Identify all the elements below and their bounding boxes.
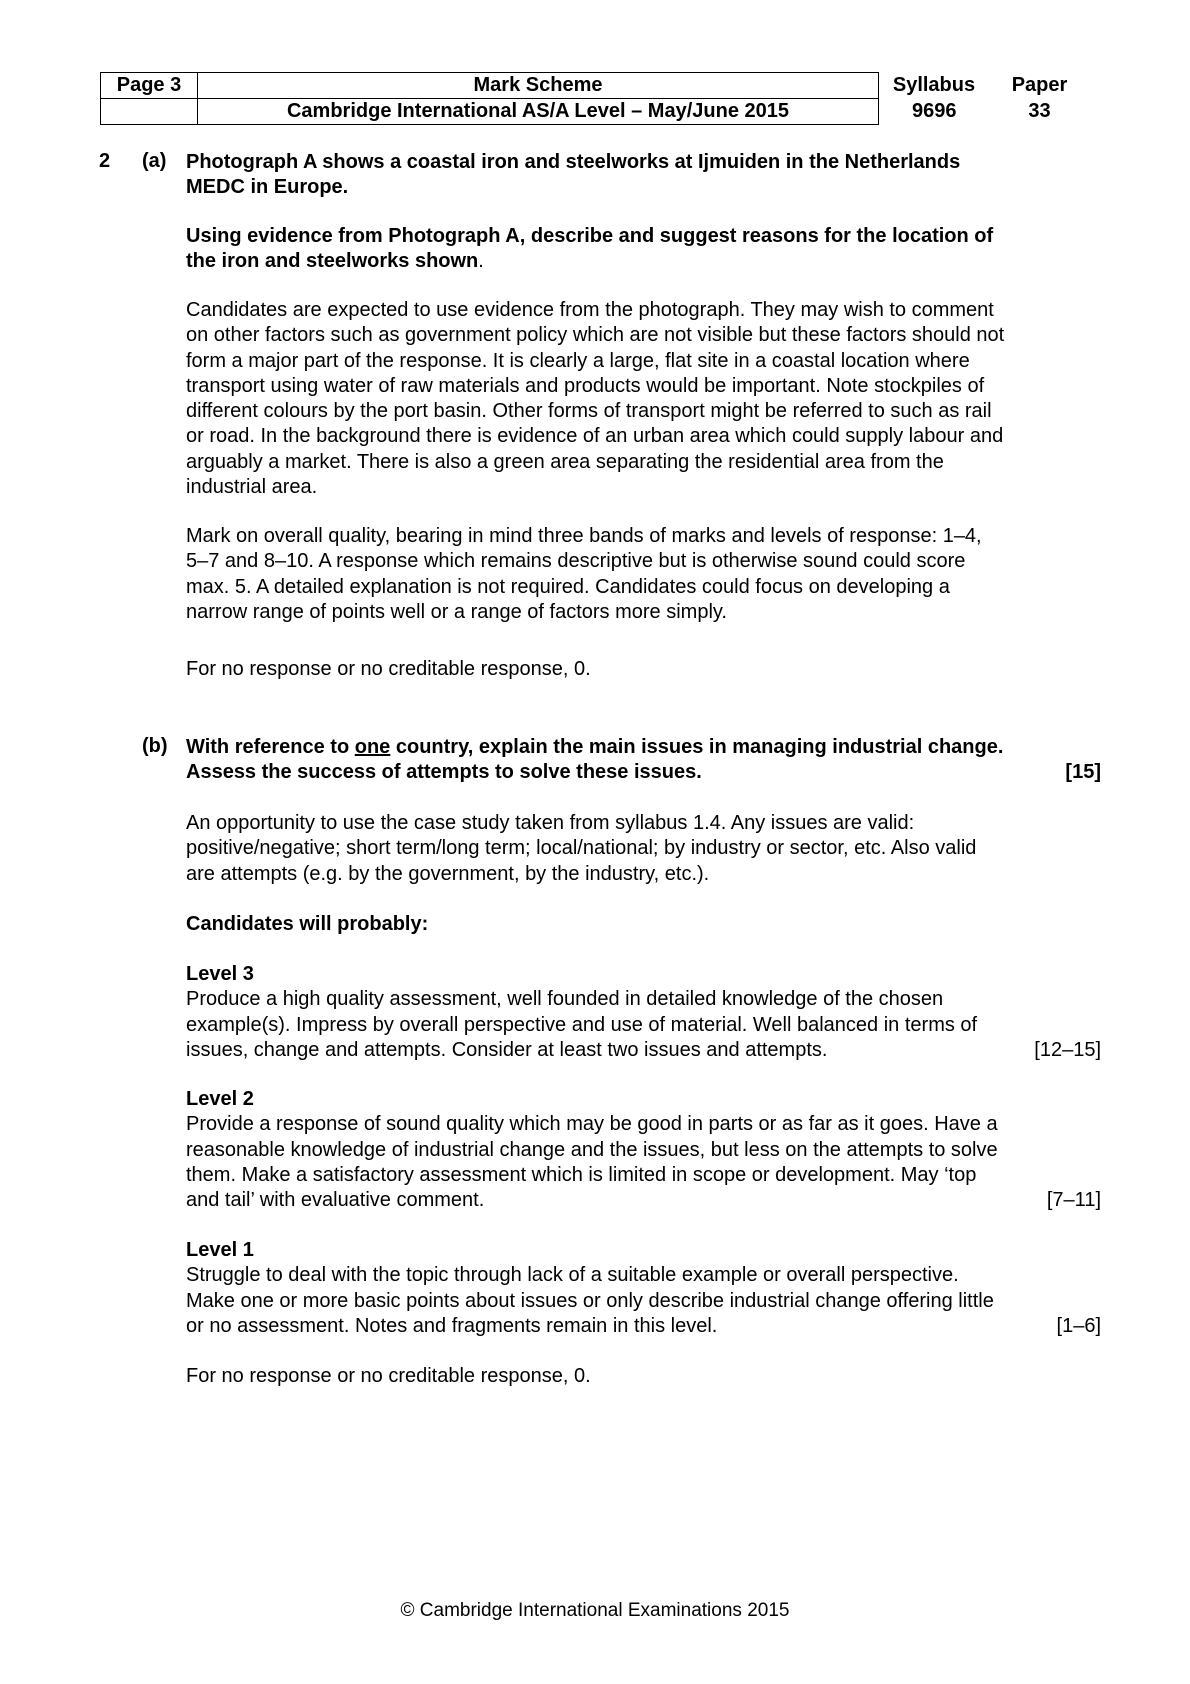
marking-line: narrow range of points well or a range of factors more simply.	[186, 600, 727, 623]
intro-line: positive/negative; short term/long term; local/national; by industry or sector, etc. Also valid	[186, 837, 977, 860]
doc-title: Mark Scheme	[198, 73, 879, 99]
level-range: [7–11]	[1046, 1189, 1101, 1212]
level-title: Level 1	[186, 1239, 254, 1261]
part-a-task-end: .	[478, 250, 484, 273]
part-b-prompt-line: Assess the success of attempts to solve these issues.	[186, 761, 702, 784]
part-a-prompt	[186, 150, 1101, 201]
candidates-heading: Candidates will probably:	[186, 913, 429, 935]
part-a-task	[186, 224, 1101, 275]
marking-line: Mark on overall quality, bearing in mind three bands of marks and levels of response: 1–4,	[186, 525, 982, 547]
part-b-prompt-underlined: one	[354, 736, 391, 758]
level-line: reasonable knowledge of industrial change and the issues, but less on the attempts to solve	[186, 1138, 998, 1161]
level-line: them. Make a satisfactory assessment which is limited in scope or development. May ‘top	[186, 1163, 977, 1186]
part-a-marking	[186, 524, 1101, 625]
guidance-line: or road. In the background there is evidence of an urban area which could supply labour and	[186, 425, 1004, 448]
part-b-label: (b)	[142, 735, 168, 757]
guidance-line: form a major part of the response. It is clearly a large, flat site in a coastal location where	[186, 349, 970, 372]
doc-subtitle: Cambridge International AS/A Level – May/June 2015	[198, 99, 879, 125]
marking-line: 5–7 and 8–10. A response which remains descriptive but is otherwise sound could score	[186, 550, 966, 573]
guidance-line: arguably a market. There is also a green area separating the residential area from the	[186, 450, 944, 473]
level-line: and tail’ with evaluative comment.	[186, 1189, 485, 1212]
marking-line: max. 5. A detailed explanation is not required. Candidates could focus on developing a	[186, 575, 950, 598]
page-number-blank	[101, 99, 198, 125]
guidance-line: transport using water of raw materials and products would be important. Note stockpiles of	[186, 374, 985, 397]
part-a-task-line: Using evidence from Photograph A, describe and suggest reasons for the location of	[186, 225, 994, 247]
part-b-prompt	[186, 735, 1101, 786]
guidance-line: on other factors such as government policy which are not visible but these factors should not	[186, 324, 1005, 347]
level-line: Make one or more basic points about issues or only describe industrial change offering little	[186, 1289, 994, 1312]
level-range: [1–6]	[1056, 1314, 1101, 1337]
part-a-label: (a)	[142, 150, 167, 172]
header-table	[100, 72, 1090, 125]
part-b-prompt-post: country, explain the main issues in managing industrial change.	[390, 736, 1004, 758]
part-a-guidance	[186, 298, 1101, 500]
level-line: or no assessment. Notes and fragments remain in this level.	[186, 1314, 718, 1337]
level-line: Produce a high quality assessment, well founded in detailed knowledge of the chosen	[186, 988, 944, 1011]
copyright-footer: © Cambridge International Examinations 2015	[400, 1600, 790, 1621]
level-range: [12–15]	[1034, 1038, 1101, 1061]
syllabus-label: Syllabus	[892, 74, 976, 96]
part-b-intro	[186, 811, 1101, 887]
guidance-line: industrial area.	[186, 476, 318, 499]
syllabus-value: 9696	[912, 100, 957, 122]
part-b-marks: [15]	[1065, 761, 1101, 784]
paper-label: Paper	[1011, 74, 1068, 96]
level-title: Level 2	[186, 1088, 254, 1110]
intro-line: are attempts (e.g. by the government, by the industry, etc.).	[186, 862, 710, 885]
guidance-line: Candidates are expected to use evidence from the photograph. They may wish to comment	[186, 299, 994, 321]
part-a-prompt-line: Photograph A shows a coastal iron and steelworks at Ijmuiden in the Netherlands	[186, 151, 961, 173]
part-b-prompt-pre: With reference to	[186, 736, 355, 758]
level-3	[186, 962, 1101, 1063]
level-line: Provide a response of sound quality which may be good in parts or as far as it goes. Have a	[186, 1113, 998, 1136]
part-a-no-response: For no response or no creditable response, 0.	[186, 658, 591, 680]
level-2	[186, 1087, 1101, 1213]
level-line: example(s). Impress by overall perspective and use of material. Well balanced in terms of	[186, 1013, 978, 1036]
level-1	[186, 1238, 1101, 1339]
page-header	[100, 72, 1090, 128]
page-number: Page 3	[101, 73, 198, 99]
level-line: Struggle to deal with the topic through lack of a suitable example or overall perspective.	[186, 1264, 959, 1287]
paper-value: 33	[1028, 100, 1051, 122]
part-b-no-response: For no response or no creditable response, 0.	[186, 1365, 591, 1387]
level-title: Level 3	[186, 963, 254, 985]
guidance-line: different colours by the port basin. Other forms of transport might be referred to such as rail	[186, 400, 992, 423]
intro-line: An opportunity to use the case study taken from syllabus 1.4. Any issues are valid:	[186, 812, 915, 834]
level-line: issues, change and attempts. Consider at least two issues and attempts.	[186, 1038, 828, 1061]
part-a-task-line: the iron and steelworks shown	[186, 250, 479, 273]
question-number: 2	[99, 150, 111, 172]
part-a-prompt-line: MEDC in Europe.	[186, 176, 349, 199]
